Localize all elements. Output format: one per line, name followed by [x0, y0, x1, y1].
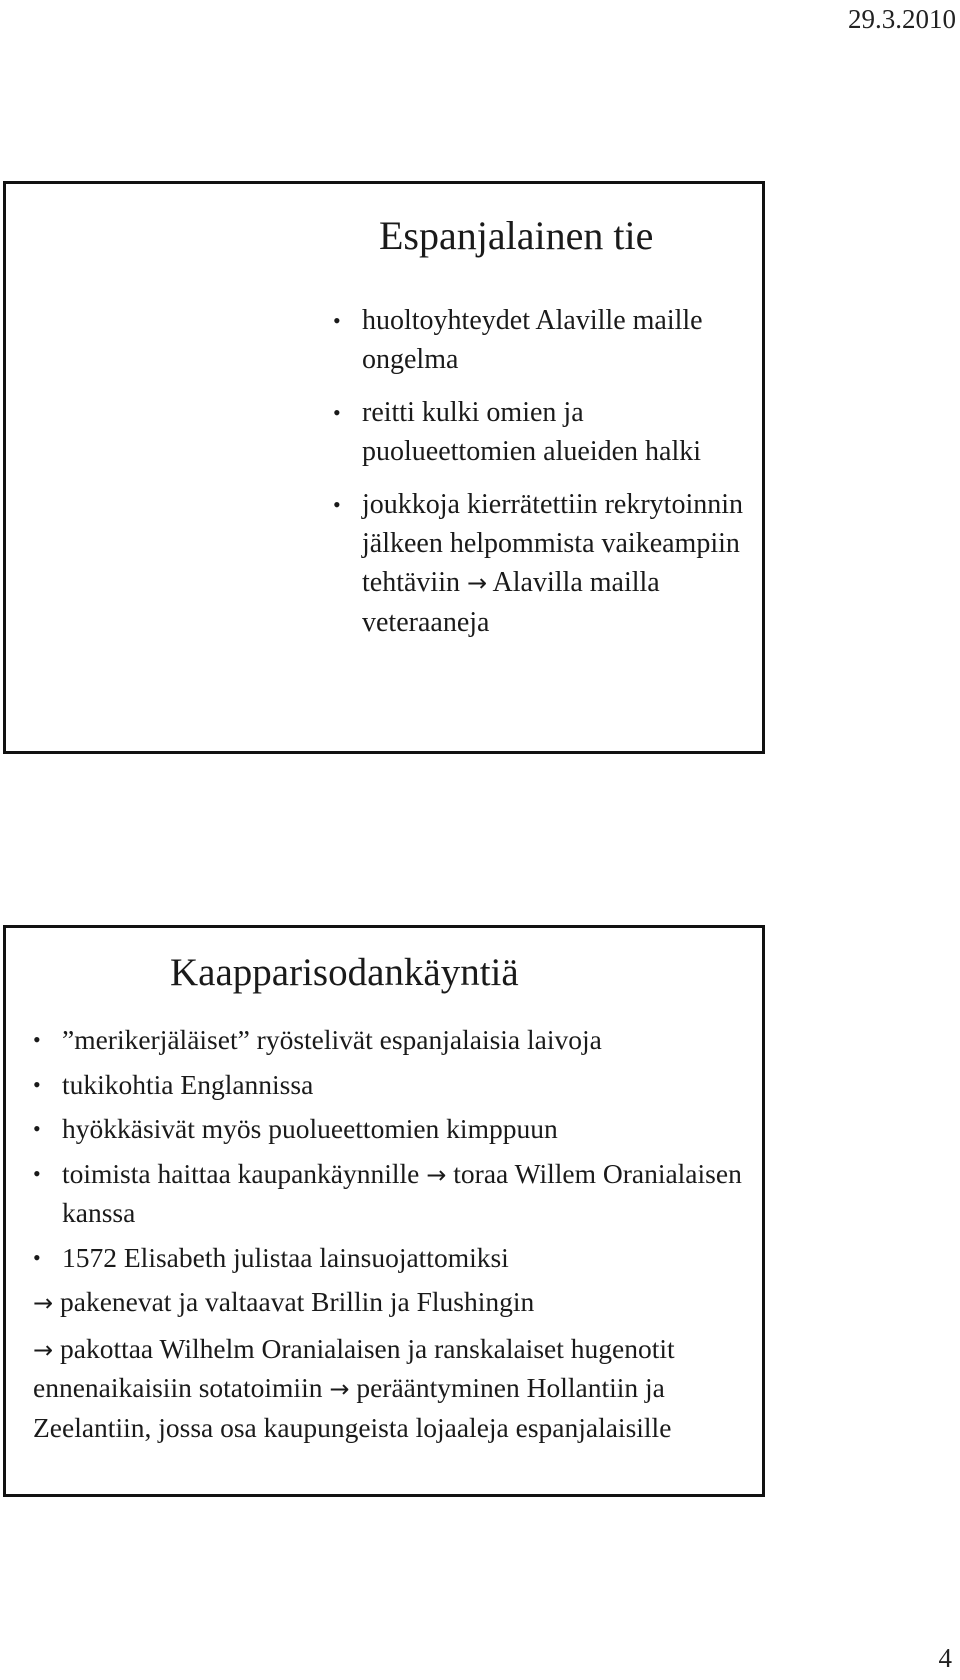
arrow-line-text-continued: perääntyminen Hollantiin ja Zeelantiin, jossa osa kaupungeista lojaaleja espanjalaisille [33, 1372, 672, 1443]
arrow-right-icon: → [426, 1160, 447, 1189]
arrow-right-icon: → [466, 569, 488, 597]
bullet-list [333, 301, 753, 656]
bullet-text: toimista haittaa kaupankäynnille [62, 1157, 427, 1189]
bullet-item [333, 301, 753, 379]
bullet-icon: • [33, 1071, 41, 1097]
page-number: 4 [938, 1643, 952, 1673]
bullet-item [33, 1239, 753, 1277]
bullet-item [33, 1021, 753, 1059]
bullet-text: huoltoyhteydet Alaville maille ongelma [362, 305, 703, 375]
bullet-text: 1572 Elisabeth julistaa lainsuojattomiksi [62, 1241, 509, 1273]
bullet-icon: • [333, 308, 341, 333]
bullet-text: ”merikerjäläiset” ryöstelivät espanjalaisia laivoja [62, 1024, 602, 1055]
bullet-text-continued: toraa Willem Oranialaisen kanssa [62, 1157, 742, 1228]
bullet-item [33, 1110, 753, 1148]
bullet-text: reitti kulki omien ja puolueettomien alueiden halki [362, 397, 702, 467]
bullet-icon: • [33, 1027, 41, 1052]
bullet-text: tukikohtia Englannissa [62, 1068, 314, 1100]
bullet-icon: • [33, 1116, 41, 1141]
bullet-text: hyökkäsivät myös puolueettomien kimppuun [62, 1113, 558, 1144]
bullet-text-continued: Alavilla mailla veteraaneja [362, 567, 660, 638]
bullet-icon: • [33, 1160, 41, 1186]
bullet-icon: • [333, 492, 341, 517]
bullet-item [33, 1155, 753, 1232]
bullet-icon: • [33, 1244, 41, 1270]
bullet-icon: • [333, 400, 341, 425]
arrow-right-icon: → [33, 1289, 54, 1317]
slide-espanjalainen-tie [3, 181, 765, 754]
bullet-item [33, 1066, 753, 1104]
slide-title: Kaapparisodankäyntiä [170, 951, 519, 994]
arrow-line-text: pakottaa Wilhelm Oranialaisen ja ranskalaiset hugenotit ennenaikaisiin sotatoimiin [33, 1332, 675, 1403]
date-label: 29.3.2010 [848, 4, 956, 34]
arrow-right-icon: → [33, 1335, 54, 1364]
arrow-line [33, 1283, 753, 1323]
bullet-text: joukkoja kierrätettiin rekrytoinnin jälkeen helpommista vaikeampiin tehtäviin [362, 489, 744, 598]
bullet-list [33, 1021, 753, 1453]
arrow-right-icon: → [329, 1375, 350, 1403]
arrow-line-text: pakenevat ja valtaavat Brillin ja Flushingin [53, 1286, 535, 1317]
arrow-line [33, 1330, 753, 1447]
slide-kaapparisodankayntia [3, 925, 765, 1497]
bullet-item [333, 393, 753, 471]
slide-title: Espanjalainen tie [379, 213, 654, 258]
bullet-item [333, 485, 753, 642]
